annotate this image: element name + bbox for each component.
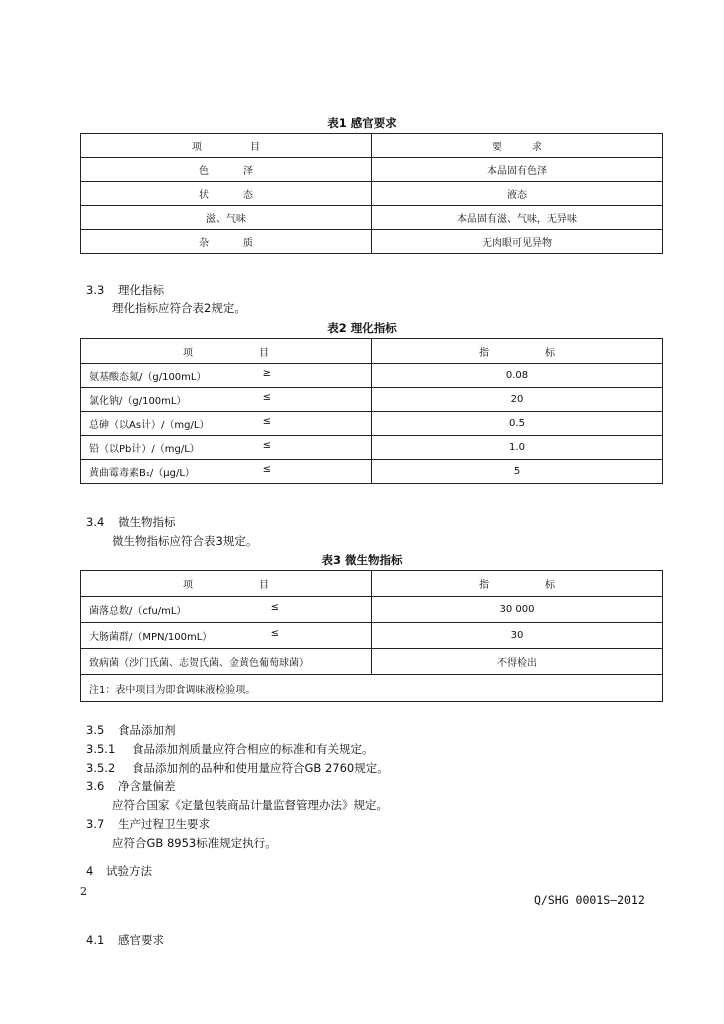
section-3-7-heading: 3.7 生产过程卫生要求 — [86, 817, 210, 831]
table-row: 菌落总数/（cfu/mL） ≤ 30 000 — [81, 597, 663, 623]
table-row: 大肠菌群/（MPN/100mL） ≤ 30 — [81, 623, 663, 649]
table-row: 黄曲霉毒素B₁/（μg/L） ≤ 5 — [81, 460, 663, 484]
section-3-6-text: 应符合国家《定量包装商品计量监督管理办法》规定。 — [112, 798, 388, 812]
section-3-6-heading: 3.6 净含量偏差 — [86, 779, 176, 793]
section-3-5-heading: 3.5 食品添加剂 — [86, 723, 176, 737]
table2 — [80, 338, 663, 484]
section-4-heading: 4 试验方法 — [86, 864, 152, 878]
table1-caption: 表1 感官要求 — [327, 116, 397, 130]
header-item: 项 目 — [81, 134, 372, 158]
table-header-row — [81, 134, 663, 158]
table1 — [80, 133, 663, 254]
section-4-1-heading: 4.1 感官要求 — [86, 933, 164, 947]
table-row: 滋、气味 本品固有滋、气味，无异味 — [81, 206, 663, 230]
table-row: 铅（以Pb计）/（mg/L） ≤ 1.0 — [81, 436, 663, 460]
table3-caption: 表3 微生物指标 — [321, 553, 403, 567]
table-row: 杂 质 无肉眼可见异物 — [81, 230, 663, 254]
table-header-row: 项 目 指 标 — [81, 571, 663, 597]
section-3-5-1: 3.5.1 食品添加剂质量应符合相应的标准和有关规定。 — [86, 742, 374, 756]
table-row: 总砷（以As计）/（mg/L） ≤ 0.5 — [81, 412, 663, 436]
table-row: 氨基酸态氮/（g/100mL） ≥ 0.08 — [81, 364, 663, 388]
table-note: 注1：表中项目为即食调味液检验项。 — [81, 675, 663, 702]
section-3-4-heading: 3.4 微生物指标 — [86, 515, 176, 529]
section-3-3-text: 理化指标应符合表2规定。 — [112, 301, 246, 315]
page-number: 2 — [80, 885, 87, 898]
table-row: 氯化钠/（g/100mL） ≤ 20 — [81, 388, 663, 412]
table-header-row: 项 目 指 标 — [81, 339, 663, 364]
table-row: 色 泽 本品固有色泽 — [81, 158, 663, 182]
table-row: 状 态 液态 — [81, 182, 663, 206]
section-3-5-2: 3.5.2 食品添加剂的品种和使用量应符合GB 2760规定。 — [86, 761, 389, 775]
section-3-3-heading: 3.3 理化指标 — [86, 283, 164, 297]
table-row: 致病菌（沙门氏菌、志贺氏菌、金黄色葡萄球菌） 不得检出 — [81, 649, 663, 675]
table3 — [80, 570, 663, 702]
header-requirement: 要 求 — [372, 134, 663, 158]
table-note-row — [81, 675, 663, 702]
section-3-4-text: 微生物指标应符合表3规定。 — [112, 534, 258, 548]
section-3-7-text: 应符合GB 8953标准规定执行。 — [112, 836, 277, 850]
table2-caption: 表2 理化指标 — [327, 321, 397, 335]
document-id: Q/SHG 0001S—2012 — [534, 893, 645, 907]
